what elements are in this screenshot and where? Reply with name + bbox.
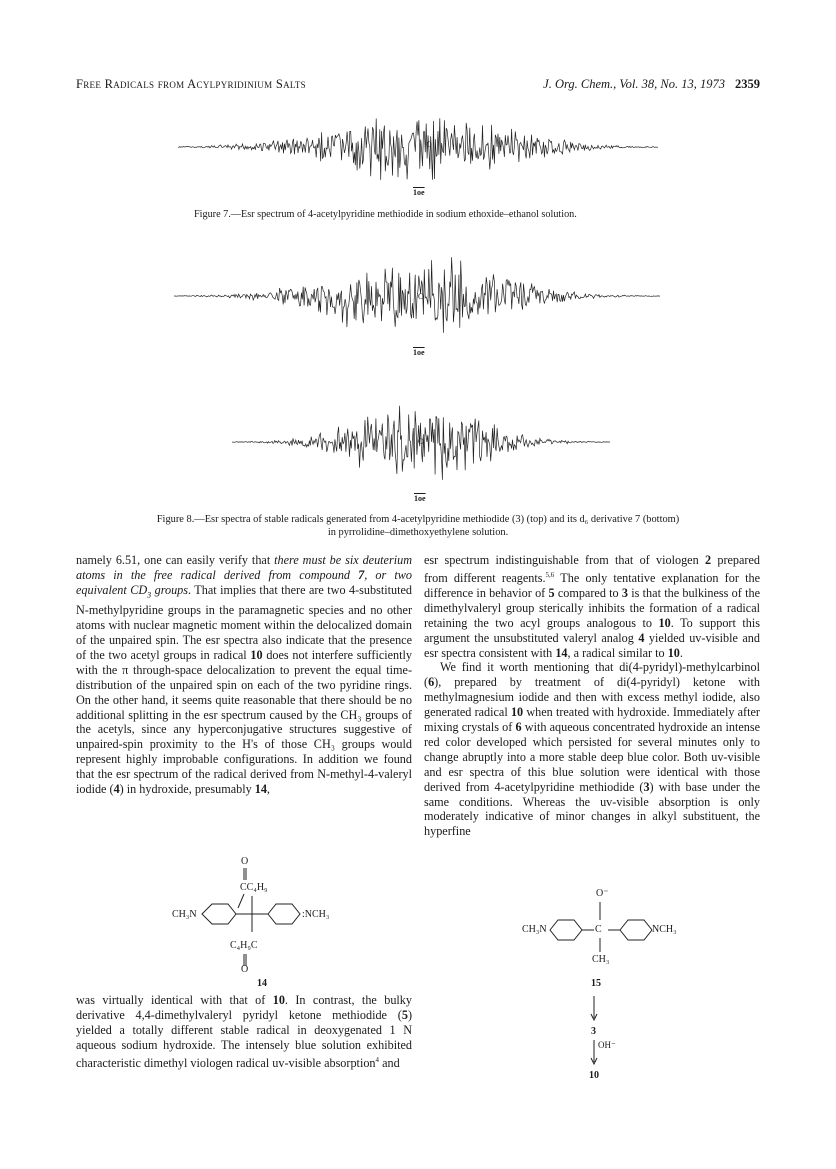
- text-run: does not interfere sufficiently with the π through-space delocalization to prevent the equal time-distribution of the unpaired spin on each of the two pyridine rings. On the other hand, it seems quite reasonable that there should be no additional splitting in the esr spectrum caused by the CH₃ groups of the acetyls, since any hyperconjugative structures suggestive of unpaired-spin proximity to the H's of those CH₃ groups would represent highly improbable configurations. In addition we found that the esr spectrum of the radical derived from N-methyl-4-valeryl iodide (: [76, 647, 412, 797]
- compound-ref: 2: [704, 553, 712, 567]
- chem-text: O: [241, 964, 249, 975]
- paragraph: [424, 660, 760, 839]
- structure-14: [172, 856, 352, 976]
- compound-ref: 3: [643, 779, 650, 794]
- compound-ref: 10: [658, 615, 671, 630]
- text-run: ,: [266, 782, 270, 797]
- text-run: We find it worth mentioning that di(4-pyridyl)-methylcarbinol (: [424, 660, 760, 690]
- compound-ref: 4: [113, 782, 120, 797]
- compound-ref: 14: [555, 645, 568, 660]
- chem-text: CH₃: [592, 954, 610, 965]
- page-number: 2359: [735, 77, 760, 91]
- chem-text: O⁻: [596, 888, 609, 899]
- compound-ref: 4: [638, 630, 645, 645]
- chem-text: C₄H₉C: [230, 940, 258, 951]
- figure8-top-center-marker: O: [418, 292, 424, 301]
- product-3-label: 3: [591, 1026, 596, 1037]
- chem-text: CH₃N: [522, 924, 547, 935]
- figure7-caption: Figure 7.—Esr spectrum of 4-acetylpyridine methiodide in sodium ethoxide–ethanol solution.: [194, 209, 577, 220]
- subscript: 3: [147, 590, 152, 600]
- compound-ref: 10: [272, 993, 285, 1007]
- figure8-caption: [76, 513, 760, 539]
- chem-text: :NCH₃: [302, 909, 330, 920]
- text-run: prepared from different reagents.: [424, 553, 760, 585]
- text-run: . To support this argument the unsubstituted valeryl analog: [424, 615, 760, 645]
- header-title: Free Radicals from Acylpyridinium Salts: [76, 77, 306, 91]
- figure8-bottom-center-marker: O: [418, 437, 424, 446]
- reagent-label: OH⁻: [598, 1040, 616, 1050]
- figure8-top-scale-label: 1oe: [413, 348, 425, 357]
- spectrum-trace: [174, 257, 660, 333]
- compound-ref: 10: [250, 647, 263, 662]
- italic-run: there must be six deuterium atoms in the free radical derived from compound: [76, 553, 412, 582]
- chem-text: CH₃N: [172, 909, 197, 920]
- text-run: yielded uv-visible and esr spectra consistent with: [424, 630, 760, 660]
- structure-15: [516, 888, 706, 968]
- text-run: ) in hydroxide, presumably: [119, 782, 255, 797]
- footnote-ref: 5,6: [545, 570, 555, 579]
- figure7-esr-spectrum: [178, 104, 658, 190]
- left-column-bottom: [76, 993, 412, 1071]
- figure7-scale-label: 1oe: [413, 188, 425, 197]
- running-header: [76, 77, 760, 97]
- text-run: is that the bulkiness of the dimethylvaleryl group sterically inhibits the formation of a radical retaining the two acyl groups analogous to: [424, 585, 760, 630]
- compound-ref: 10: [510, 705, 524, 720]
- compound-ref: 10: [667, 645, 680, 660]
- figure8-caption-line1: Figure 8.—Esr spectra of stable radicals generated from 4-acetylpyridine methiodide (3) (top) and its d₆ derivative 7 (bottom): [156, 514, 680, 525]
- spectrum-trace: [178, 118, 658, 180]
- compound-ref: 6: [515, 720, 522, 735]
- paragraph: [76, 553, 412, 797]
- header-journal: J. Org. Chem., Vol. 38, No. 13, 1973: [543, 77, 725, 91]
- footnote-ref: 4: [375, 1055, 380, 1064]
- reaction-arrow-1: [588, 996, 608, 1024]
- chem-text: O: [241, 856, 249, 867]
- paragraph: [424, 553, 760, 660]
- italic-run: , or two equivalent CD: [76, 567, 412, 597]
- compound-ref: 14: [254, 782, 267, 797]
- left-column-top: [76, 553, 412, 797]
- text-run: . In contrast, the bulky derivative 4,4-dimethylvaleryl pyridyl ketone methiodide (: [76, 993, 412, 1022]
- compound-ref: 6: [428, 675, 435, 690]
- compound-ref: 3: [621, 585, 629, 600]
- figure8-caption-line2: in pyrrolidine–dimethoxyethylene solution.: [327, 527, 509, 538]
- text-run: esr spectrum indistinguishable from that of viologen: [424, 553, 705, 567]
- text-run: namely 6.51, one can easily verify that: [76, 553, 275, 567]
- text-run: compared to: [554, 585, 622, 600]
- structure-15-label: 15: [591, 978, 601, 989]
- text-run: .: [679, 645, 683, 660]
- paragraph: [76, 993, 412, 1071]
- figure8-bottom-scale-label: 1oe: [414, 494, 426, 503]
- text-run: . That implies that there are two 4-substituted N-methylpyridine groups in the paramagnetic species and no other atoms with nuclear magnetic moment within the delocalized domain of the unpaired spin. The esr spectra also indicate that the presence of the two acetyl groups in radical: [76, 582, 412, 662]
- text-run: ) yielded a totally different stable radical in deoxygenated 1 N aqueous sodium hydroxide. The intensely blue solution exhibited characteristic dimethyl viologen radical uv-visible absorption: [76, 1007, 412, 1070]
- right-column: [424, 553, 760, 839]
- chem-text: C: [595, 924, 602, 935]
- product-10-label: 10: [589, 1070, 599, 1081]
- text-run: and: [379, 1055, 400, 1070]
- text-run: when treated with hydroxide. Immediately after mixing crystals of: [424, 705, 760, 735]
- chem-text: CC₄H₉: [240, 882, 268, 893]
- figure7-center-marker: O: [426, 140, 432, 149]
- text-run: ) with base under the same conditions. Whereas the uv-visible absorption is only moderately indicative of minor changes in alkyl substituent, the hyperfine: [424, 779, 760, 839]
- header-citation: [543, 77, 760, 92]
- structure-14-label: 14: [257, 978, 267, 989]
- text-run: , a radical similar to: [567, 645, 668, 660]
- italic-run: groups: [151, 582, 189, 597]
- text-run: The only tentative explanation for the difference in behavior of: [424, 570, 761, 600]
- text-run: ), prepared by treatment of di(4-pyridyl) ketone with methylmagnesium iodide and then with excess methyl iodide, also generated radical: [424, 675, 760, 720]
- compound-ref: 5: [401, 1007, 408, 1022]
- text-run: was virtually identical with that of: [76, 993, 273, 1007]
- chem-text: NCH₃: [652, 924, 677, 935]
- figure8-top-esr-spectrum: [174, 244, 660, 348]
- text-run: with aqueous concentrated hydroxide an intense red color developed which persisted for several minutes only to change abruptly into a more stable deep blue color. Both uv-visible and esr spectra of this blue solution were identical with those derived from 4-acetylpyridine methiodide (: [424, 720, 760, 794]
- compound-ref: 5: [548, 585, 555, 600]
- compound-ref: 7: [358, 567, 365, 582]
